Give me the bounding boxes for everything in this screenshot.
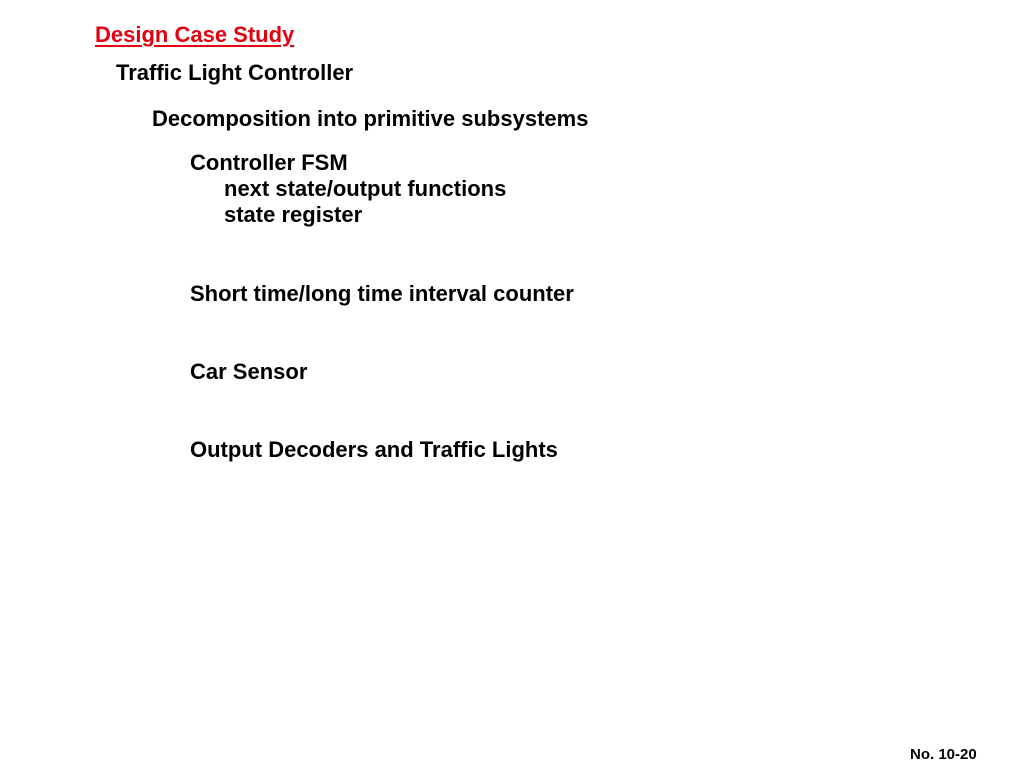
list-subitem-next-state-output-functions: next state/output functions bbox=[224, 176, 507, 201]
page-number: No. 10-20 bbox=[910, 746, 977, 763]
list-item-interval-counter: Short time/long time interval counter bbox=[190, 281, 574, 306]
list-item-controller-fsm: Controller FSM bbox=[190, 150, 348, 175]
list-subitem-state-register: state register bbox=[224, 202, 363, 227]
slide-subtitle: Traffic Light Controller bbox=[116, 60, 354, 85]
section-heading: Decomposition into primitive subsystems bbox=[152, 106, 589, 131]
list-item-output-decoders: Output Decoders and Traffic Lights bbox=[190, 437, 558, 462]
slide-title: Design Case Study bbox=[95, 22, 295, 47]
list-item-car-sensor: Car Sensor bbox=[190, 359, 308, 384]
